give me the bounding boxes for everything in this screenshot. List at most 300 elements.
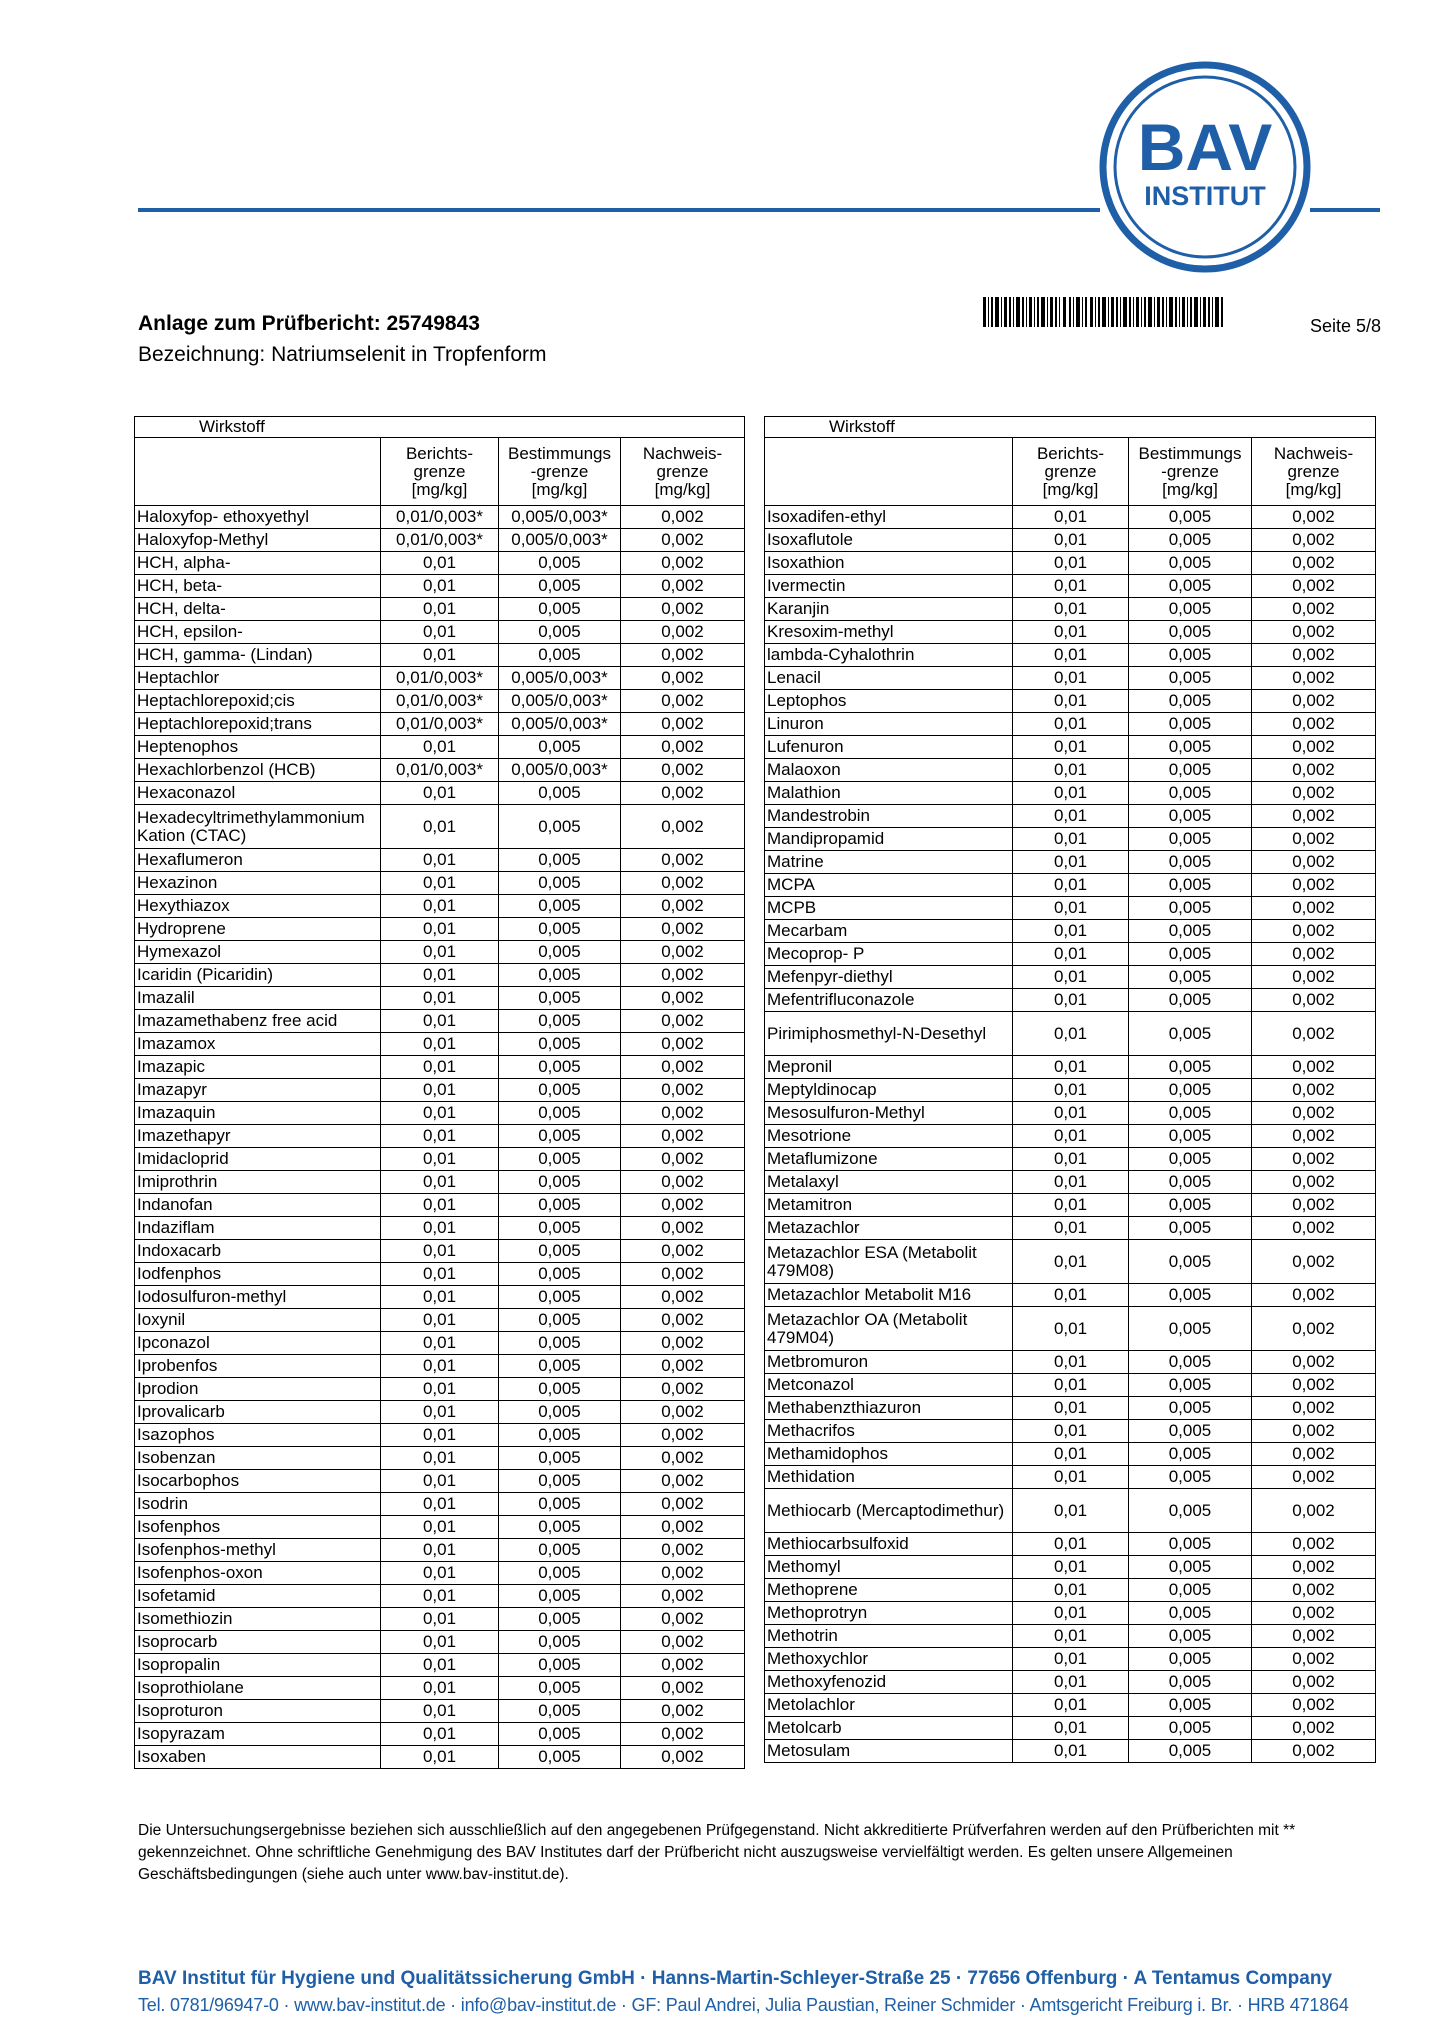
berichtsgrenze-value: 0,01/0,003*	[381, 506, 499, 529]
nachweisgrenze-value: 0,002	[621, 1171, 745, 1194]
berichtsgrenze-value: 0,01/0,003*	[381, 713, 499, 736]
table-row	[765, 1079, 1376, 1102]
bestimmungsgrenze-value: 0,005	[1129, 1397, 1252, 1420]
nachweisgrenze-value: 0,002	[621, 895, 745, 918]
bestimmungsgrenze-value: 0,005	[1129, 1694, 1252, 1717]
substance-name: Heptachlorepoxid;cis	[135, 690, 381, 713]
substance-name: Imazamethabenz free acid	[135, 1010, 381, 1033]
logo-text-institut: INSTITUT	[1144, 181, 1266, 211]
berichtsgrenze-value: 0,01	[1013, 713, 1129, 736]
substance-table-right	[764, 416, 1376, 1763]
substance-name: Imazamox	[135, 1033, 381, 1056]
bestimmungsgrenze-value: 0,005	[499, 1493, 621, 1516]
bestimmungsgrenze-value: 0,005	[499, 621, 621, 644]
nachweisgrenze-value: 0,002	[621, 598, 745, 621]
table-row	[135, 1700, 745, 1723]
nachweisgrenze-value: 0,002	[621, 805, 745, 849]
table-row	[765, 989, 1376, 1012]
berichtsgrenze-value: 0,01	[1013, 782, 1129, 805]
nachweisgrenze-value: 0,002	[621, 1194, 745, 1217]
table-row	[135, 964, 745, 987]
substance-name: Iprobenfos	[135, 1355, 381, 1378]
nachweisgrenze-value: 0,002	[1252, 506, 1376, 529]
footer-contact-info: Tel. 0781/96947-0 · www.bav-institut.de · info@bav-institut.de · GF: Paul Andrei, Julia Paustian, Reiner Schmider · Amtsgericht Freiburg i. Br. · HRB 471864	[138, 1995, 1349, 2015]
bestimmungsgrenze-value: 0,005	[1129, 1056, 1252, 1079]
table-row	[135, 1217, 745, 1240]
substance-name: HCH, gamma- (Lindan)	[135, 644, 381, 667]
berichtsgrenze-value: 0,01	[1013, 1194, 1129, 1217]
substance-name: Isazophos	[135, 1424, 381, 1447]
nachweisgrenze-value: 0,002	[1252, 552, 1376, 575]
bestimmungsgrenze-value: 0,005	[1129, 1125, 1252, 1148]
nachweisgrenze-value: 0,002	[621, 1677, 745, 1700]
table-row	[765, 1240, 1376, 1284]
nachweisgrenze-value: 0,002	[1252, 1284, 1376, 1307]
table-row	[765, 1125, 1376, 1148]
nachweisgrenze-value: 0,002	[1252, 575, 1376, 598]
berichtsgrenze-value: 0,01	[1013, 1420, 1129, 1443]
berichtsgrenze-value: 0,01	[1013, 621, 1129, 644]
berichtsgrenze-value: 0,01	[1013, 1443, 1129, 1466]
berichtsgrenze-value: 0,01	[1013, 1740, 1129, 1763]
nachweisgrenze-value: 0,002	[621, 621, 745, 644]
substance-name: Isoprothiolane	[135, 1677, 381, 1700]
table-row	[765, 506, 1376, 529]
header-nachweisgrenze: Nachweis- grenze [mg/kg]	[1252, 438, 1376, 506]
substance-name: Malaoxon	[765, 759, 1013, 782]
table-row	[135, 1562, 745, 1585]
table-row	[135, 1010, 745, 1033]
berichtsgrenze-value: 0,01	[1013, 828, 1129, 851]
berichtsgrenze-value: 0,01	[1013, 1694, 1129, 1717]
substance-name: Iodosulfuron-methyl	[135, 1286, 381, 1309]
table-row	[135, 1171, 745, 1194]
nachweisgrenze-value: 0,002	[621, 1447, 745, 1470]
bestimmungsgrenze-value: 0,005	[1129, 1194, 1252, 1217]
nachweisgrenze-value: 0,002	[1252, 1148, 1376, 1171]
bestimmungsgrenze-value: 0,005	[1129, 575, 1252, 598]
table-row	[765, 1171, 1376, 1194]
berichtsgrenze-value: 0,01	[381, 1470, 499, 1493]
bestimmungsgrenze-value: 0,005	[499, 1056, 621, 1079]
substance-name: Iprovalicarb	[135, 1401, 381, 1424]
bestimmungsgrenze-value: 0,005	[499, 1194, 621, 1217]
substance-name: Hexaconazol	[135, 782, 381, 805]
nachweisgrenze-value: 0,002	[621, 713, 745, 736]
nachweisgrenze-value: 0,002	[621, 667, 745, 690]
bestimmungsgrenze-value: 0,005	[499, 782, 621, 805]
substance-name: lambda-Cyhalothrin	[765, 644, 1013, 667]
berichtsgrenze-value: 0,01	[1013, 1171, 1129, 1194]
bestimmungsgrenze-value: 0,005	[1129, 1079, 1252, 1102]
nachweisgrenze-value: 0,002	[1252, 736, 1376, 759]
substance-name: Heptachlor	[135, 667, 381, 690]
bav-institut-logo	[1098, 60, 1312, 274]
nachweisgrenze-value: 0,002	[621, 1010, 745, 1033]
substance-name: Isofetamid	[135, 1585, 381, 1608]
bestimmungsgrenze-value: 0,005	[1129, 1648, 1252, 1671]
substance-name: Imazethapyr	[135, 1125, 381, 1148]
table-row	[135, 1677, 745, 1700]
table-row	[765, 1351, 1376, 1374]
substance-name: Hexadecyltrimethylammonium Kation (CTAC)	[135, 805, 381, 849]
substance-name: Imazapyr	[135, 1079, 381, 1102]
nachweisgrenze-value: 0,002	[1252, 1056, 1376, 1079]
table-row	[135, 1424, 745, 1447]
bestimmungsgrenze-value: 0,005	[499, 941, 621, 964]
table-row	[135, 575, 745, 598]
substance-name: Isoproturon	[135, 1700, 381, 1723]
nachweisgrenze-value: 0,002	[1252, 943, 1376, 966]
table-row	[765, 598, 1376, 621]
berichtsgrenze-value: 0,01	[1013, 667, 1129, 690]
berichtsgrenze-value: 0,01	[1013, 1579, 1129, 1602]
substance-name: Methotrin	[765, 1625, 1013, 1648]
nachweisgrenze-value: 0,002	[621, 1125, 745, 1148]
table-row	[135, 987, 745, 1010]
substance-name: Mefentrifluconazole	[765, 989, 1013, 1012]
table-row	[135, 1033, 745, 1056]
nachweisgrenze-value: 0,002	[1252, 713, 1376, 736]
bestimmungsgrenze-value: 0,005	[499, 1355, 621, 1378]
substance-name: Isocarbophos	[135, 1470, 381, 1493]
nachweisgrenze-value: 0,002	[1252, 1717, 1376, 1740]
substance-name: Metolcarb	[765, 1717, 1013, 1740]
berichtsgrenze-value: 0,01	[381, 1217, 499, 1240]
berichtsgrenze-value: 0,01	[1013, 1671, 1129, 1694]
berichtsgrenze-value: 0,01	[1013, 920, 1129, 943]
table-row	[765, 1012, 1376, 1056]
substance-name: Heptachlorepoxid;trans	[135, 713, 381, 736]
berichtsgrenze-value: 0,01	[381, 1378, 499, 1401]
table-row	[765, 1217, 1376, 1240]
table-row	[765, 1397, 1376, 1420]
bestimmungsgrenze-value: 0,005	[499, 1470, 621, 1493]
nachweisgrenze-value: 0,002	[621, 1562, 745, 1585]
table-row	[135, 690, 745, 713]
table-row	[135, 1309, 745, 1332]
nachweisgrenze-value: 0,002	[621, 690, 745, 713]
bestimmungsgrenze-value: 0,005	[499, 1010, 621, 1033]
berichtsgrenze-value: 0,01/0,003*	[381, 759, 499, 782]
substance-name: Methoprene	[765, 1579, 1013, 1602]
substance-name: Imidacloprid	[135, 1148, 381, 1171]
table-row	[765, 759, 1376, 782]
bestimmungsgrenze-value: 0,005	[499, 1608, 621, 1631]
berichtsgrenze-value: 0,01	[381, 849, 499, 872]
substance-name: Hymexazol	[135, 941, 381, 964]
nachweisgrenze-value: 0,002	[1252, 1671, 1376, 1694]
berichtsgrenze-value: 0,01	[1013, 1533, 1129, 1556]
nachweisgrenze-value: 0,002	[621, 1286, 745, 1309]
substance-name: Malathion	[765, 782, 1013, 805]
nachweisgrenze-value: 0,002	[621, 941, 745, 964]
table-row	[135, 1539, 745, 1562]
nachweisgrenze-value: 0,002	[1252, 1579, 1376, 1602]
table-row	[135, 644, 745, 667]
table-row	[765, 1374, 1376, 1397]
berichtsgrenze-value: 0,01	[381, 1102, 499, 1125]
substance-name: Methoxychlor	[765, 1648, 1013, 1671]
nachweisgrenze-value: 0,002	[1252, 1079, 1376, 1102]
nachweisgrenze-value: 0,002	[1252, 989, 1376, 1012]
berichtsgrenze-value: 0,01	[381, 805, 499, 849]
nachweisgrenze-value: 0,002	[621, 644, 745, 667]
nachweisgrenze-value: 0,002	[621, 506, 745, 529]
bestimmungsgrenze-value: 0,005	[499, 895, 621, 918]
nachweisgrenze-value: 0,002	[621, 1217, 745, 1240]
substance-name: Iprodion	[135, 1378, 381, 1401]
table-row	[135, 598, 745, 621]
substance-name: Ioxynil	[135, 1309, 381, 1332]
bestimmungsgrenze-value: 0,005	[499, 872, 621, 895]
table-row	[765, 1602, 1376, 1625]
substance-name: MCPA	[765, 874, 1013, 897]
berichtsgrenze-value: 0,01	[381, 1286, 499, 1309]
table-row	[765, 690, 1376, 713]
nachweisgrenze-value: 0,002	[1252, 1240, 1376, 1284]
bestimmungsgrenze-value: 0,005	[1129, 782, 1252, 805]
berichtsgrenze-value: 0,01	[1013, 598, 1129, 621]
bestimmungsgrenze-value: 0,005	[1129, 644, 1252, 667]
bestimmungsgrenze-value: 0,005	[499, 598, 621, 621]
bestimmungsgrenze-value: 0,005	[1129, 966, 1252, 989]
substance-name: Mecoprop- P	[765, 943, 1013, 966]
page-number: Seite 5/8	[1310, 316, 1382, 336]
berichtsgrenze-value: 0,01/0,003*	[381, 667, 499, 690]
nachweisgrenze-value: 0,002	[621, 1401, 745, 1424]
nachweisgrenze-value: 0,002	[621, 1240, 745, 1263]
berichtsgrenze-value: 0,01	[381, 964, 499, 987]
berichtsgrenze-value: 0,01	[1013, 1717, 1129, 1740]
nachweisgrenze-value: 0,002	[621, 1700, 745, 1723]
bestimmungsgrenze-value: 0,005	[1129, 529, 1252, 552]
nachweisgrenze-value: 0,002	[1252, 1466, 1376, 1489]
nachweisgrenze-value: 0,002	[1252, 1307, 1376, 1351]
bestimmungsgrenze-value: 0,005	[1129, 598, 1252, 621]
substance-name: Matrine	[765, 851, 1013, 874]
table-row	[765, 621, 1376, 644]
bestimmungsgrenze-value: 0,005	[499, 1585, 621, 1608]
nachweisgrenze-value: 0,002	[1252, 1171, 1376, 1194]
bestimmungsgrenze-value: 0,005	[1129, 1012, 1252, 1056]
substance-name: Methoxyfenozid	[765, 1671, 1013, 1694]
bestimmungsgrenze-value: 0,005	[1129, 920, 1252, 943]
berichtsgrenze-value: 0,01	[381, 1516, 499, 1539]
table-row	[135, 1631, 745, 1654]
table-row	[765, 874, 1376, 897]
nachweisgrenze-value: 0,002	[621, 575, 745, 598]
bestimmungsgrenze-value: 0,005	[1129, 690, 1252, 713]
berichtsgrenze-value: 0,01	[1013, 1307, 1129, 1351]
substance-name: Metazachlor	[765, 1217, 1013, 1240]
table-row	[765, 1102, 1376, 1125]
nachweisgrenze-value: 0,002	[1252, 1740, 1376, 1763]
berichtsgrenze-value: 0,01	[1013, 529, 1129, 552]
table-row	[135, 1240, 745, 1263]
bestimmungsgrenze-value: 0,005	[1129, 989, 1252, 1012]
bestimmungsgrenze-value: 0,005	[1129, 1579, 1252, 1602]
table-row	[765, 713, 1376, 736]
substance-name: Isoxaben	[135, 1746, 381, 1769]
berichtsgrenze-value: 0,01	[1013, 1125, 1129, 1148]
berichtsgrenze-value: 0,01	[1013, 1240, 1129, 1284]
bestimmungsgrenze-value: 0,005/0,003*	[499, 506, 621, 529]
berichtsgrenze-value: 0,01	[381, 1723, 499, 1746]
substance-name: Icaridin (Picaridin)	[135, 964, 381, 987]
report-title: Anlage zum Prüfbericht: 25749843	[138, 312, 480, 335]
substance-name: Hexachlorbenzol (HCB)	[135, 759, 381, 782]
nachweisgrenze-value: 0,002	[621, 1516, 745, 1539]
bestimmungsgrenze-value: 0,005	[1129, 759, 1252, 782]
nachweisgrenze-value: 0,002	[621, 1079, 745, 1102]
berichtsgrenze-value: 0,01	[381, 1493, 499, 1516]
bestimmungsgrenze-value: 0,005/0,003*	[499, 690, 621, 713]
substance-name: Heptenophos	[135, 736, 381, 759]
berichtsgrenze-value: 0,01	[1013, 1556, 1129, 1579]
bestimmungsgrenze-value: 0,005/0,003*	[499, 713, 621, 736]
nachweisgrenze-value: 0,002	[621, 1631, 745, 1654]
nachweisgrenze-value: 0,002	[621, 736, 745, 759]
bestimmungsgrenze-value: 0,005/0,003*	[499, 667, 621, 690]
berichtsgrenze-value: 0,01	[381, 1654, 499, 1677]
berichtsgrenze-value: 0,01	[1013, 1602, 1129, 1625]
substance-name: Hydroprene	[135, 918, 381, 941]
barcode-image	[983, 297, 1223, 327]
bestimmungsgrenze-value: 0,005	[1129, 552, 1252, 575]
nachweisgrenze-value: 0,002	[1252, 1648, 1376, 1671]
berichtsgrenze-value: 0,01	[381, 1240, 499, 1263]
bestimmungsgrenze-value: 0,005	[499, 1677, 621, 1700]
table-row	[765, 1579, 1376, 1602]
table-row	[765, 1056, 1376, 1079]
berichtsgrenze-value: 0,01	[381, 1585, 499, 1608]
table-row	[765, 1466, 1376, 1489]
bestimmungsgrenze-value: 0,005	[499, 1631, 621, 1654]
substance-name: Hexazinon	[135, 872, 381, 895]
table-row	[135, 621, 745, 644]
nachweisgrenze-value: 0,002	[621, 782, 745, 805]
table-row	[765, 1284, 1376, 1307]
nachweisgrenze-value: 0,002	[621, 987, 745, 1010]
table-row	[765, 897, 1376, 920]
substance-name: Methiocarb (Mercaptodimethur)	[765, 1489, 1013, 1533]
bestimmungsgrenze-value: 0,005	[499, 1378, 621, 1401]
nachweisgrenze-value: 0,002	[1252, 1533, 1376, 1556]
substance-name: HCH, delta-	[135, 598, 381, 621]
table-row	[135, 1470, 745, 1493]
footer-company-address: BAV Institut für Hygiene und Qualitätssicherung GmbH · Hanns-Martin-Schleyer-Straße 25 · 77656 Offenburg · A Tentamus Company	[138, 1968, 1333, 1989]
nachweisgrenze-value: 0,002	[1252, 805, 1376, 828]
bestimmungsgrenze-value: 0,005	[499, 1401, 621, 1424]
berichtsgrenze-value: 0,01	[1013, 644, 1129, 667]
substance-name: Metconazol	[765, 1374, 1013, 1397]
bestimmungsgrenze-value: 0,005	[1129, 805, 1252, 828]
table-row	[765, 851, 1376, 874]
bestimmungsgrenze-value: 0,005	[499, 849, 621, 872]
bestimmungsgrenze-value: 0,005	[499, 805, 621, 849]
berichtsgrenze-value: 0,01	[1013, 1489, 1129, 1533]
bestimmungsgrenze-value: 0,005	[1129, 667, 1252, 690]
nachweisgrenze-value: 0,002	[621, 1102, 745, 1125]
substance-name: Metamitron	[765, 1194, 1013, 1217]
bestimmungsgrenze-value: 0,005	[1129, 1374, 1252, 1397]
bestimmungsgrenze-value: 0,005	[499, 987, 621, 1010]
berichtsgrenze-value: 0,01	[1013, 966, 1129, 989]
nachweisgrenze-value: 0,002	[621, 849, 745, 872]
bestimmungsgrenze-value: 0,005	[1129, 897, 1252, 920]
nachweisgrenze-value: 0,002	[621, 1723, 745, 1746]
nachweisgrenze-value: 0,002	[1252, 759, 1376, 782]
nachweisgrenze-value: 0,002	[621, 1148, 745, 1171]
table-row	[765, 736, 1376, 759]
bestimmungsgrenze-value: 0,005	[1129, 1602, 1252, 1625]
bestimmungsgrenze-value: 0,005	[1129, 1102, 1252, 1125]
nachweisgrenze-value: 0,002	[1252, 966, 1376, 989]
nachweisgrenze-value: 0,002	[621, 1355, 745, 1378]
substance-name: Leptophos	[765, 690, 1013, 713]
table-row	[765, 1194, 1376, 1217]
substance-name: Isoxaflutole	[765, 529, 1013, 552]
substance-name: Linuron	[765, 713, 1013, 736]
bestimmungsgrenze-value: 0,005	[499, 964, 621, 987]
bestimmungsgrenze-value: 0,005	[1129, 1625, 1252, 1648]
nachweisgrenze-value: 0,002	[1252, 1602, 1376, 1625]
bestimmungsgrenze-value: 0,005	[1129, 713, 1252, 736]
berichtsgrenze-value: 0,01	[381, 1631, 499, 1654]
nachweisgrenze-value: 0,002	[1252, 1194, 1376, 1217]
berichtsgrenze-value: 0,01	[1013, 1397, 1129, 1420]
table-row	[135, 1125, 745, 1148]
nachweisgrenze-value: 0,002	[1252, 897, 1376, 920]
bestimmungsgrenze-value: 0,005	[1129, 943, 1252, 966]
substance-name: Lufenuron	[765, 736, 1013, 759]
bestimmungsgrenze-value: 0,005	[499, 1654, 621, 1677]
berichtsgrenze-value: 0,01	[381, 1608, 499, 1631]
substance-name: MCPB	[765, 897, 1013, 920]
bestimmungsgrenze-value: 0,005	[499, 575, 621, 598]
nachweisgrenze-value: 0,002	[621, 1470, 745, 1493]
bestimmungsgrenze-value: 0,005	[499, 1217, 621, 1240]
table-row	[765, 529, 1376, 552]
bestimmungsgrenze-value: 0,005	[1129, 1533, 1252, 1556]
bestimmungsgrenze-value: 0,005	[1129, 1556, 1252, 1579]
substance-name: HCH, epsilon-	[135, 621, 381, 644]
bestimmungsgrenze-value: 0,005	[1129, 1351, 1252, 1374]
bestimmungsgrenze-value: 0,005	[499, 1033, 621, 1056]
table-row	[765, 575, 1376, 598]
bestimmungsgrenze-value: 0,005	[1129, 851, 1252, 874]
substance-name: Methacrifos	[765, 1420, 1013, 1443]
bestimmungsgrenze-value: 0,005/0,003*	[499, 529, 621, 552]
nachweisgrenze-value: 0,002	[621, 552, 745, 575]
substance-name: Methamidophos	[765, 1443, 1013, 1466]
bestimmungsgrenze-value: 0,005	[499, 1424, 621, 1447]
nachweisgrenze-value: 0,002	[1252, 1351, 1376, 1374]
bestimmungsgrenze-value: 0,005	[1129, 621, 1252, 644]
substance-name: Metazachlor OA (Metabolit 479M04)	[765, 1307, 1013, 1351]
berichtsgrenze-value: 0,01	[1013, 736, 1129, 759]
berichtsgrenze-value: 0,01	[381, 1677, 499, 1700]
nachweisgrenze-value: 0,002	[621, 964, 745, 987]
substance-name: Metolachlor	[765, 1694, 1013, 1717]
table-row	[135, 1332, 745, 1355]
substance-name: Indoxacarb	[135, 1240, 381, 1263]
table-row	[135, 529, 745, 552]
nachweisgrenze-value: 0,002	[621, 1746, 745, 1769]
berichtsgrenze-value: 0,01	[381, 1746, 499, 1769]
nachweisgrenze-value: 0,002	[1252, 1217, 1376, 1240]
